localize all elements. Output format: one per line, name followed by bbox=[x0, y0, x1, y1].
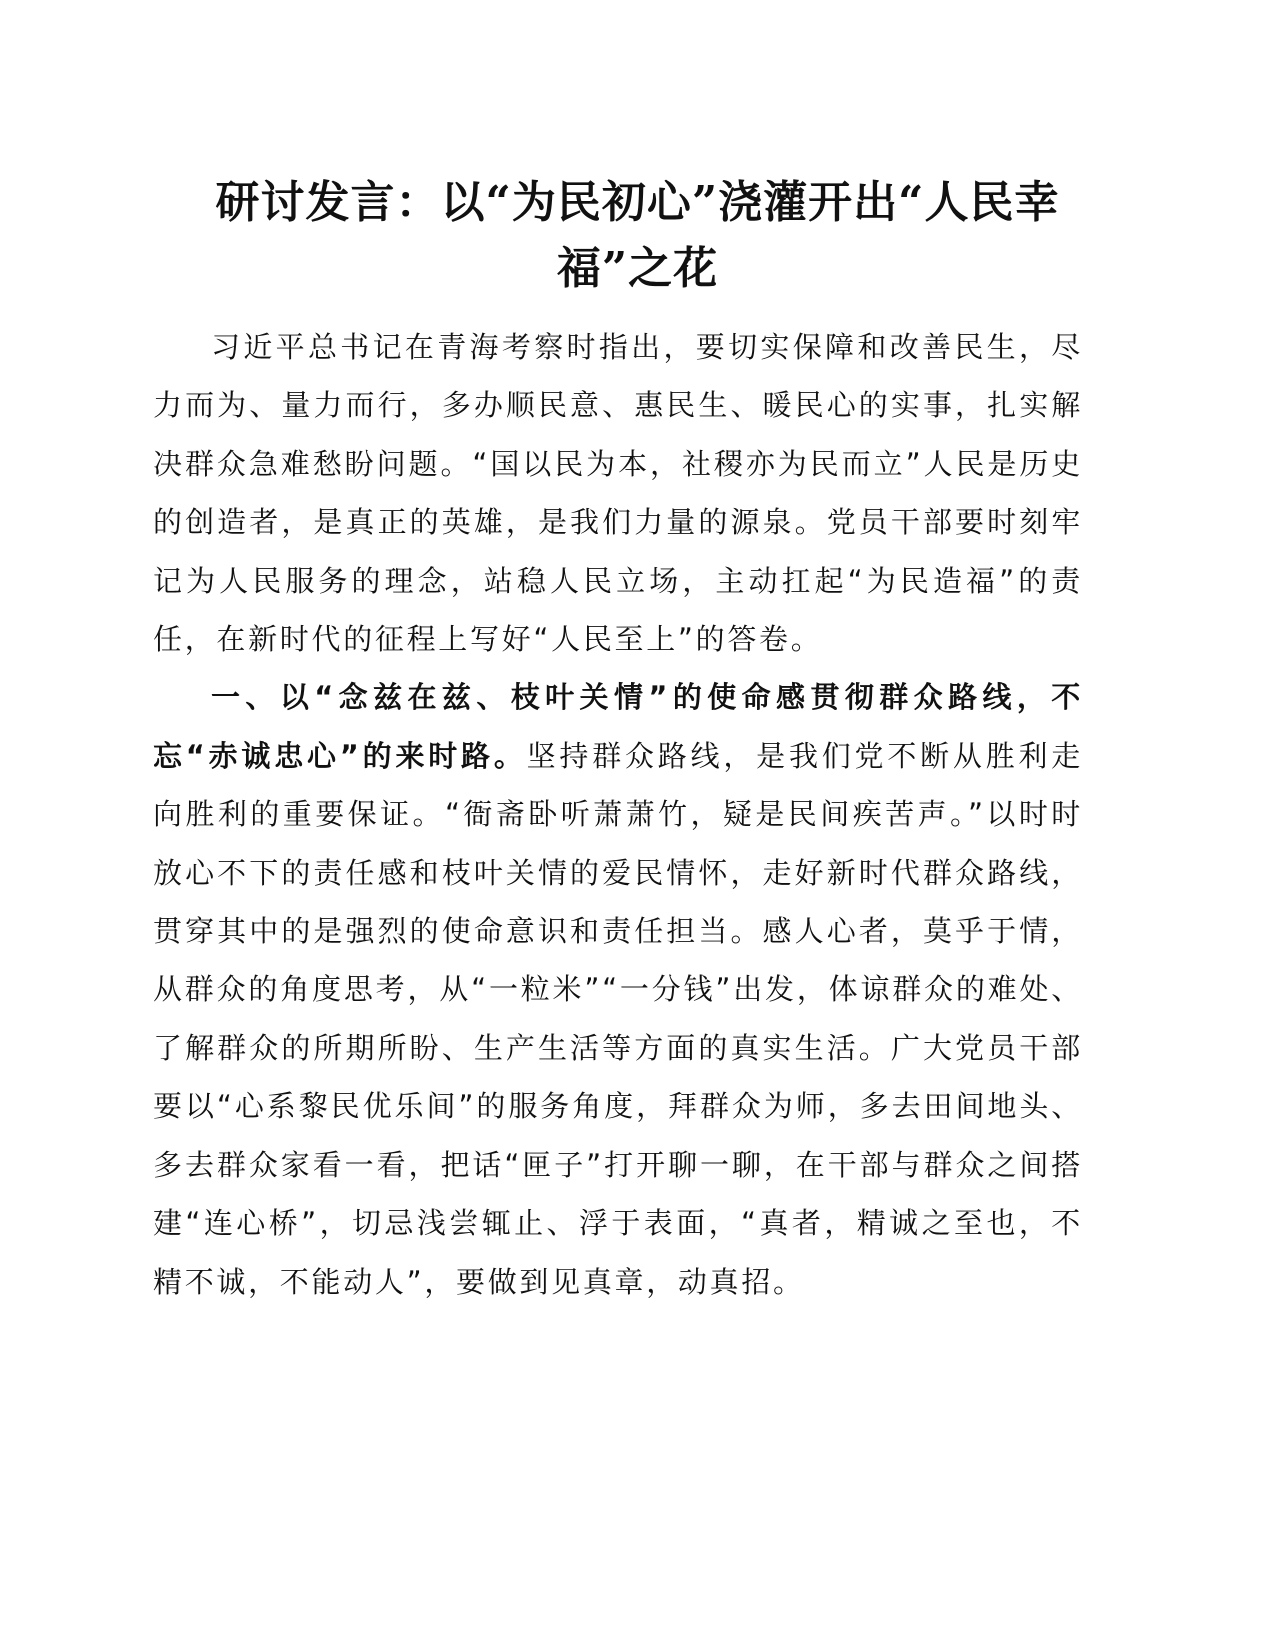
title-line-2: 福”之花 bbox=[556, 243, 719, 294]
intro-paragraph-text: 习近平总书记在青海考察时指出，要切实保障和改善民生，尽力而为、量力而行，多办顺民意、惠民生、暖民心的实事，扎实解决群众急难愁盼问题。“国以民为本，社稷亦为民而立”人民是历史的创造者，是真正的英雄，是我们力量的源泉。党员干部要时刻牢记为人民服务的理念，站稳人民立场，主动扛起“为民造福”的责任，在新时代的征程上写好“人民至上”的答卷。 bbox=[153, 330, 1083, 657]
title-line-1: 研讨发言：以“为民初心”浇灌开出“人民幸 bbox=[215, 177, 1060, 228]
document-body bbox=[153, 318, 1083, 1311]
section-1-text: 坚持群众路线，是我们党不断从胜利走向胜利的重要保证。“衙斋卧听萧萧竹，疑是民间疾苦声。”以时时放心不下的责任感和枝叶关情的爱民情怀，走好新时代群众路线，贯穿其中的是强烈的使命意识和责任担当。感人心者，莫乎于情，从群众的角度思考，从“一粒米”“一分钱”出发，体谅群众的难处、了解群众的所期所盼、生产生活等方面的真实生活。广大党员干部要以“心系黎民优乐间”的服务角度，拜群众为师，多去田间地头、多去群众家看一看，把话“匣子”打开聊一聊，在干部与群众之间搭建“连心桥”，切忌浅尝辄止、浮于表面，“真者，精诚之至也，不精不诚，不能动人”，要做到见真章，动真招。 bbox=[153, 738, 1083, 1299]
intro-paragraph bbox=[153, 318, 1083, 668]
section-1-paragraph bbox=[153, 668, 1083, 1310]
document-title bbox=[150, 170, 1125, 302]
section-1-heading: 一、以“念兹在兹、枝叶关情”的使命感贯彻群众路线，不忘“赤诚忠心”的来时路。 bbox=[153, 680, 1083, 773]
